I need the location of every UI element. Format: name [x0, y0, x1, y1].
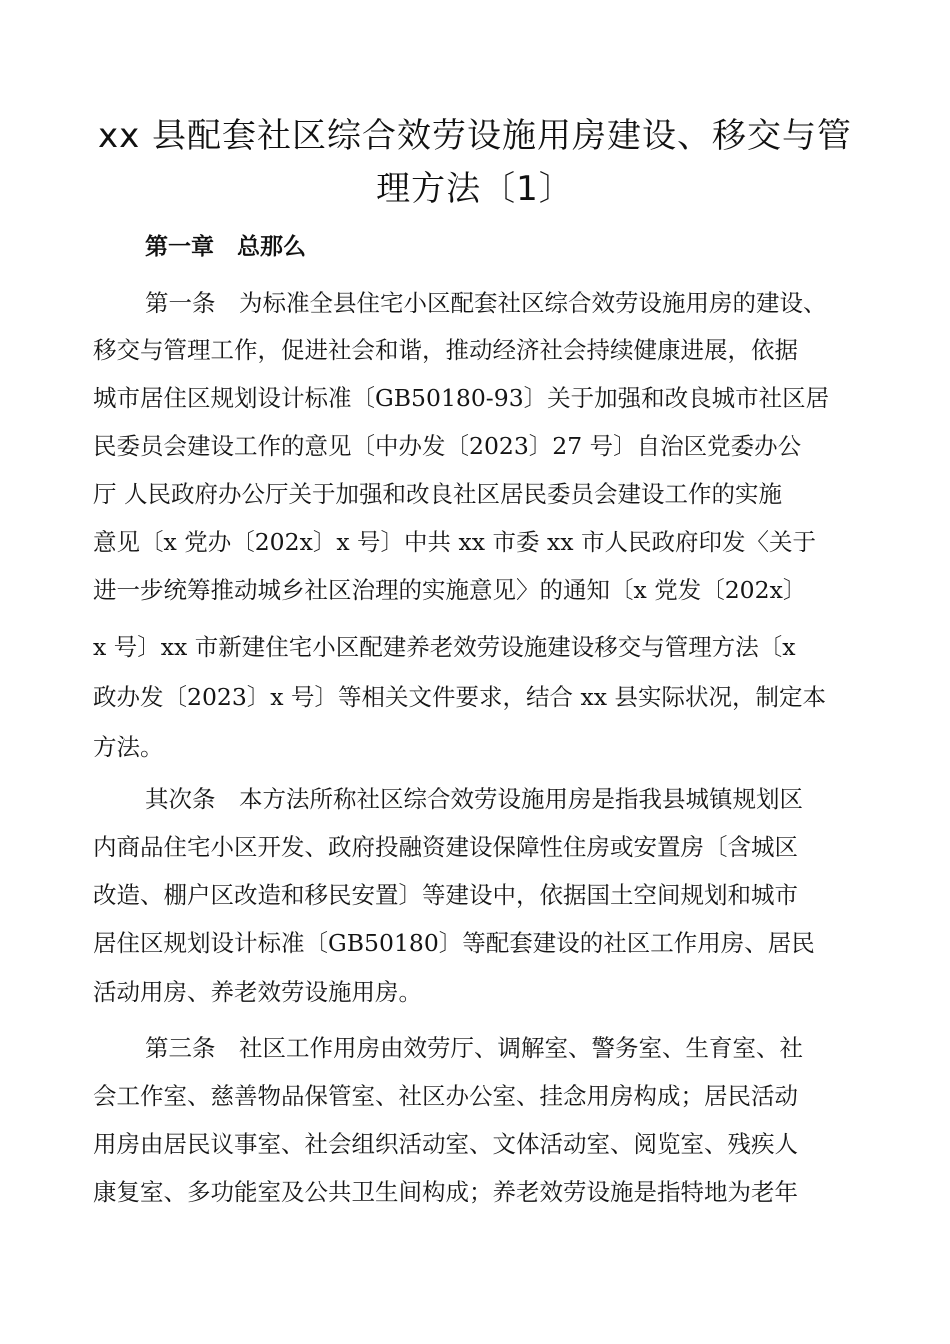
chapter-heading: 第一章 总那么 [145, 234, 306, 260]
body-line: 意见〔x 党办〔202x〕x 号〕中共 xx 市委 xx 市人民政府印发〈关于 [93, 528, 816, 556]
body-line: x 号〕xx 市新建住宅小区配建养老效劳设施建设移交与管理方法〔x [93, 633, 796, 661]
body-line: 居住区规划设计标准〔GB50180〕等配套建设的社区工作用房、居民 [93, 929, 815, 957]
title-line-1: xx 县配套社区综合效劳设施用房建设、移交与管 [97, 116, 853, 156]
body-line: 厅 人民政府办公厅关于加强和改良社区居民委员会建设工作的实施 [93, 480, 782, 508]
body-line: 内商品住宅小区开发、政府投融资建设保障性住房或安置房〔含城区 [93, 833, 798, 861]
body-line: 活动用房、养老效劳设施用房。 [93, 978, 422, 1006]
body-line: 改造、棚户区改造和移民安置〕等建设中，依据国土空间规划和城市 [93, 881, 798, 909]
body-line: 民委员会建设工作的意见〔中办发〔2023〕27 号〕自治区党委办公 [93, 432, 802, 460]
body-line: 城市居住区规划设计标准〔GB50180-93〕关于加强和改良城市社区居 [93, 384, 830, 412]
body-line: 进一步统筹推动城乡社区治理的实施意见〉的通知〔x 党发〔202x〕 [93, 576, 807, 604]
body-line: 康复室、多功能室及公共卫生间构成；养老效劳设施是指特地为老年 [93, 1178, 798, 1206]
body-line: 用房由居民议事室、社会组织活动室、文体活动室、阅览室、残疾人 [93, 1130, 798, 1158]
body-line: 其次条 本方法所称社区综合效劳设施用房是指我县城镇规划区 [145, 785, 803, 813]
body-line: 第三条 社区工作用房由效劳厅、调解室、警务室、生育室、社 [145, 1034, 803, 1062]
body-line: 方法。 [93, 733, 164, 761]
body-line: 移交与管理工作，促进社会和谐，推动经济社会持续健康进展，依据 [93, 336, 798, 364]
document-title [60, 110, 890, 216]
body-line: 会工作室、慈善物品保管室、社区办公室、挂念用房构成；居民活动 [93, 1082, 798, 1110]
title-line-2: 理方法〔1〕 [376, 169, 574, 209]
body-line: 政办发〔2023〕x 号〕等相关文件要求，结合 xx 县实际状况，制定本 [93, 683, 826, 711]
body-line: 第一条 为标准全县住宅小区配套社区综合效劳设施用房的建设、 [145, 289, 827, 317]
